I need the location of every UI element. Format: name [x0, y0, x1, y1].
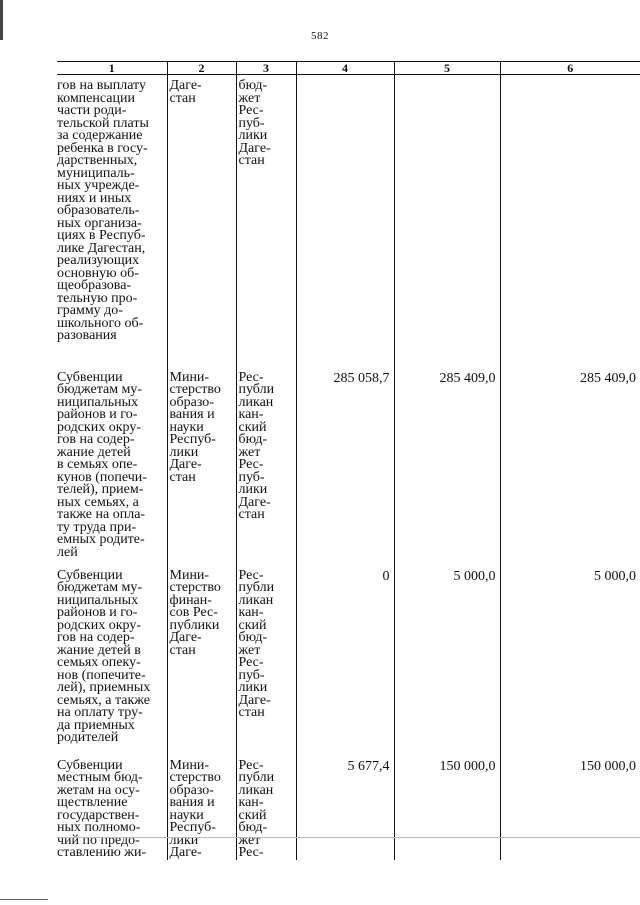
footnote-rule: [0, 899, 48, 900]
cell-administrator: Мини- стерство образо- вания и науки Респуб- лики Даге- стан: [167, 372, 236, 570]
header-row: [57, 62, 640, 75]
budget-table: [57, 61, 640, 860]
cell-value-col6: [500, 75, 640, 372]
cell-budget: Рес- публи ликан кан- ский бюд- жет Рес-: [236, 760, 296, 860]
page-number: 582: [311, 30, 329, 42]
table-row: [57, 372, 640, 570]
table-bottom-edge: [57, 837, 640, 838]
cell-value-col5: 5 000,0: [394, 570, 500, 760]
header-col-5: 5: [394, 62, 500, 75]
cell-value-col4: 285 058,7: [296, 372, 394, 570]
cell-value-col4: 0: [296, 570, 394, 760]
cell-description: Субвенции бюджетам му- ниципальных районов и го- родских окру- гов на содер- жание детей в семьях опе- кунов (попечи- телей), прием- ных семьях, а также на опла- ту труда при- емных родите- лей: [57, 369, 147, 560]
cell-value-col5: 150 000,0: [394, 760, 500, 860]
table-row: [57, 75, 640, 372]
cell-description: Субвенции местным бюд- жетам на осу- ществление государствен- ных полномо- чий по предо- ставлению жи-: [57, 757, 147, 860]
cell-value-col5: [394, 75, 500, 372]
cell-administrator: Мини- стерство финан- сов Рес- публики Даге- стан: [167, 570, 236, 760]
header-col-6: 6: [500, 62, 640, 75]
table-row: [57, 760, 640, 860]
header-col-3: 3: [236, 62, 296, 75]
cell-budget: бюд- жет Рес- пуб- лики Даге- стан: [236, 75, 296, 372]
cell-value-col4: 5 677,4: [296, 760, 394, 860]
cell-budget: Рес- публи ликан кан- ский бюд- жет Рес- пуб- лики Даге- стан: [236, 570, 296, 760]
header-col-1: 1: [57, 62, 167, 75]
table-row: [57, 570, 640, 760]
header-col-4: 4: [296, 62, 394, 75]
cell-value-col6: 285 409,0: [500, 372, 640, 570]
cell-description: Субвенции бюджетам му- ниципальных районов и го- родских окру- гов на содер- жание детей в семьях опеку- нов (попечите- лей), приемных семьях, а также на оплату тру- да приемных родителей: [57, 567, 151, 745]
cell-value-col6: 150 000,0: [500, 760, 640, 860]
cell-budget: Рес- публи ликан кан- ский бюд- жет Рес- пуб- лики Даге- стан: [236, 372, 296, 570]
cell-administrator: Даге- стан: [167, 75, 236, 372]
cell-value-col6: 5 000,0: [500, 570, 640, 760]
cell-value-col4: [296, 75, 394, 372]
cell-administrator: Мини- стерство образо- вания и науки Респуб- лики Даге-: [167, 760, 236, 860]
cell-value-col5: 285 409,0: [394, 372, 500, 570]
cell-description: гов на выплату компенсации части роди- тельской платы за содержание ребенка в госу- дарственных, муниципаль- ных учрежде- ниях и иных образователь- ных организа- циях в Респуб- лике Дагестан, реализующих основную об- щеобразова- тельную про- грамму до- школьного об- разования: [57, 78, 149, 343]
header-col-2: 2: [167, 62, 236, 75]
